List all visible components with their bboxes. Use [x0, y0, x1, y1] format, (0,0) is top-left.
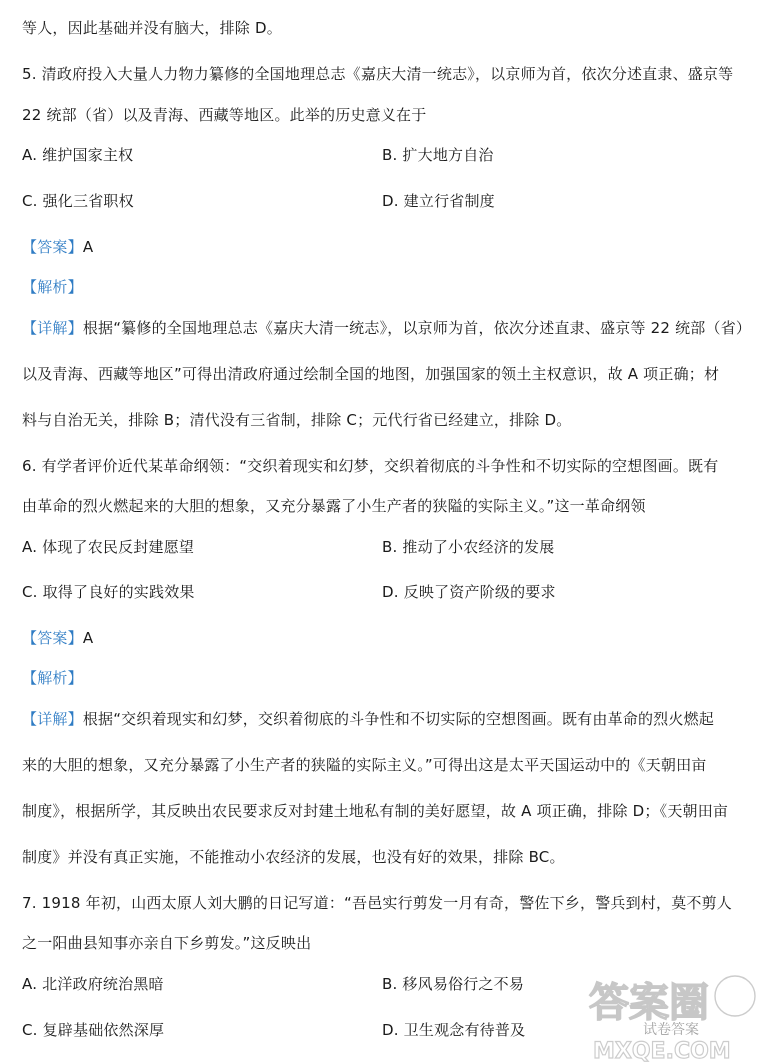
- q5-detail-line3: 料与自治无关，排除 B；清代没有三省制，排除 C；元代行省已经建立，排除 D。: [22, 411, 572, 429]
- answer-tag: 【答案】: [22, 629, 83, 647]
- q6-option-c: C. 取得了良好的实践效果: [22, 583, 195, 601]
- q5-analysis-tag: 【解析】: [22, 278, 83, 296]
- watermark-caption: 试卷答案: [643, 1022, 699, 1038]
- watermark-circle-icon: [715, 976, 755, 1016]
- q7-stem-line1: 7. 1918 年初，山西太原人刘大鹏的日记写道：“吾邑实行剪发一月有奇，警佐下乡，警兵到村，莫不剪人: [22, 894, 732, 912]
- q6-detail-line4: 制度》并没有真正实施，不能推动小农经济的发展，也没有好的效果，排除 BC。: [22, 848, 565, 866]
- answer-value: A: [82, 238, 94, 256]
- watermark-main-text: 答案圈: [589, 980, 709, 1026]
- q5-option-a: A. 维护国家主权: [22, 146, 134, 164]
- detail-tag: 【详解】: [22, 319, 83, 337]
- q5-detail-line2: 以及青海、西藏等地区”可得出清政府通过绘制全国的地图，加强国家的领土主权意识，故 A 项正确；材: [22, 365, 720, 383]
- detail-text: 根据“纂修的全国地理总志《嘉庆大清一统志》，以京师为首，依次分述直隶、盛京等 22 统部（省）: [82, 319, 752, 337]
- detail-text: 根据“交织着现实和幻梦，交织着彻底的斗争性和不切实际的空想图画。既有由革命的烈火燃起: [82, 710, 714, 728]
- q7-option-a: A. 北洋政府统治黑暗: [22, 975, 164, 993]
- q5-stem-line2: 22 统部（省）以及青海、西藏等地区。此举的历史意义在于: [22, 106, 427, 124]
- q6-stem-line1: 6. 有学者评价近代某革命纲领：“交织着现实和幻梦，交织着彻底的斗争性和不切实际的空想图画。既有: [22, 457, 719, 475]
- q7-option-c: C. 复辟基础依然深厚: [22, 1021, 165, 1039]
- q6-answer: [22, 628, 93, 648]
- detail-tag: 【详解】: [22, 710, 83, 728]
- q5-option-c: C. 强化三省职权: [22, 192, 134, 210]
- q7-option-b: B. 移风易俗行之不易: [382, 975, 525, 993]
- q5-option-b: B. 扩大地方自治: [382, 146, 494, 164]
- q6-option-b: B. 推动了小农经济的发展: [382, 538, 555, 556]
- q6-detail-line2: 来的大胆的想象，又充分暴露了小生产者的狭隘的实际主义。”可得出这是太平天国运动中的《天朝田亩: [22, 756, 707, 774]
- q6-analysis-tag: 【解析】: [22, 669, 83, 687]
- q5-answer: [22, 237, 93, 257]
- q5-stem-line1: 5. 清政府投入大量人力物力纂修的全国地理总志《嘉庆大清一统志》，以京师为首，依次分述直隶、盛京等: [22, 65, 734, 83]
- q6-detail-line1: [22, 709, 714, 729]
- watermark-sub-text: MXQE.COM: [593, 1039, 731, 1063]
- q6-option-a: A. 体现了农民反封建愿望: [22, 538, 195, 556]
- q7-option-d: D. 卫生观念有待普及: [382, 1021, 526, 1039]
- watermark-logo: [585, 968, 760, 1063]
- answer-tag: 【答案】: [22, 238, 83, 256]
- q6-option-d: D. 反映了资产阶级的要求: [382, 583, 556, 601]
- intro-line: 等人，因此基础并没有脑大，排除 D。: [22, 19, 282, 37]
- answer-value: A: [82, 629, 94, 647]
- q5-detail-line1: [22, 318, 751, 338]
- q6-detail-line3: 制度》，根据所学，其反映出农民要求反对封建土地私有制的美好愿望，故 A 项正确，排除 D；《天朝田亩: [22, 802, 729, 820]
- q5-option-d: D. 建立行省制度: [382, 192, 495, 210]
- q7-stem-line2: 之一阳曲县知事亦亲自下乡剪发。”这反映出: [22, 934, 312, 952]
- q6-stem-line2: 由革命的烈火燃起来的大胆的想象，又充分暴露了小生产者的狭隘的实际主义。”这一革命纲领: [22, 497, 646, 515]
